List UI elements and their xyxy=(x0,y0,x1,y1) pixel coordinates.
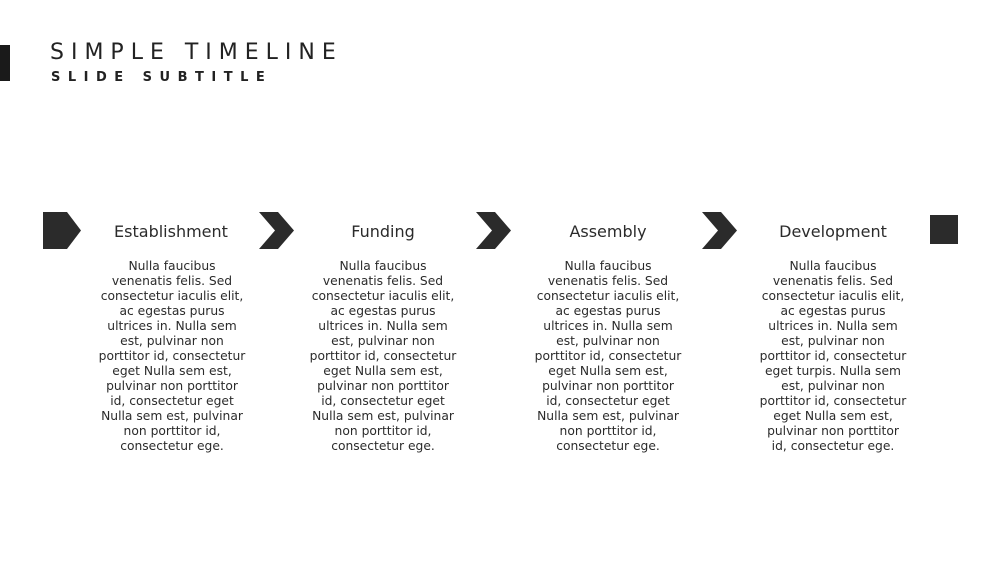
title-accent-bar xyxy=(0,45,10,81)
step-title-development: Development xyxy=(779,222,887,241)
end-square-icon xyxy=(930,215,958,244)
step-body-development: Nulla faucibus venenatis felis. Sed consectetur iaculis elit, ac egestas purus ultrices in. Nulla sem est, pulvinar non porttitor id, consectetur eget turpis. Nulla sem est, pulvinar non porttitor id, consectetur eget Nulla sem est, pulvinar non porttitor id, consectetur ege. xyxy=(759,259,907,453)
slide-title: SIMPLE TIMELINE xyxy=(50,40,343,65)
step-body-establishment: Nulla faucibus venenatis felis. Sed consectetur iaculis elit, ac egestas purus ultrices in. Nulla sem est, pulvinar non porttitor id, consectetur eget Nulla sem est, pulvinar non porttitor id, consectetur eget Nulla sem est, pulvinar non porttitor id, consectetur ege. xyxy=(98,259,246,453)
step-body-assembly: Nulla faucibus venenatis felis. Sed consectetur iaculis elit, ac egestas purus ultrices in. Nulla sem est, pulvinar non porttitor id, consectetur eget Nulla sem est, pulvinar non porttitor id, consectetur eget Nulla sem est, pulvinar non porttitor id, consectetur ege. xyxy=(534,259,682,453)
step-title-establishment: Establishment xyxy=(114,222,228,241)
step-title-funding: Funding xyxy=(351,222,415,241)
step-body-funding: Nulla faucibus venenatis felis. Sed consectetur iaculis elit, ac egestas purus ultrices in. Nulla sem est, pulvinar non porttitor id, consectetur eget Nulla sem est, pulvinar non porttitor id, consectetur eget Nulla sem est, pulvinar non porttitor id, consectetur ege. xyxy=(309,259,457,453)
slide-subtitle: SLIDE SUBTITLE xyxy=(51,70,273,85)
step-title-assembly: Assembly xyxy=(569,222,647,241)
